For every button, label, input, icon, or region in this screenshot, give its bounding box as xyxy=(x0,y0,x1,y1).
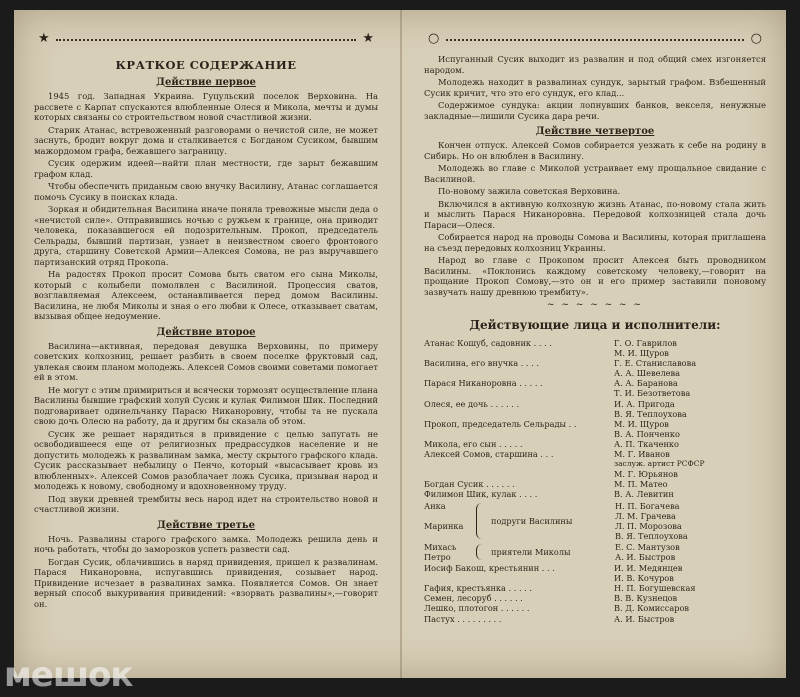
cast-row xyxy=(424,583,766,593)
actor: Г. О. Гаврилов М. И. Щуров xyxy=(614,338,677,359)
role: Богдан Сусик . . . . . . xyxy=(424,479,515,490)
star-icon: ★ xyxy=(362,31,374,46)
paragraph: Чтобы обеспечить приданым свою внучку Василину, Атанас соглашается помочь Сусику в поисках клада. xyxy=(34,181,378,202)
cast-row xyxy=(424,358,766,378)
actor: Г. Е. Станиславова А. А. Шевелева xyxy=(614,358,697,379)
role: Лешко, плотогон . . . . . . xyxy=(424,603,530,614)
cast-group-friends xyxy=(424,501,766,541)
act-heading: Действие третье xyxy=(156,519,256,531)
group-names: Анка Маринка xyxy=(424,500,464,531)
right-page xyxy=(402,10,786,678)
actor: И. И. Медянцев И. В. Кочуров xyxy=(614,563,683,584)
actor: М. И. Щуров В. А. Понченко xyxy=(614,418,680,439)
paragraph: Старик Атанас, встревоженный разговорами о нечистой силе, не может заснуть, бродит вокруг дома и сталкивается с Богданом Сусиком, бывшим мажордомом графа, бежавшего заграницу. xyxy=(34,124,378,156)
paragraph: Василина—активная, передовая девушка Верховины, по примеру советских колхозниц, решает разбить в своем поселке фруктовый сад, увлекая своим планом молодежь. Алексей Сомов своими советами помогает ей в этом. xyxy=(34,340,378,382)
cast-row xyxy=(424,439,766,449)
group-relation: приятели Миколы xyxy=(491,546,571,557)
actor: В. Д. Комиссаров xyxy=(614,603,690,614)
actor: В. А. Левитин xyxy=(614,489,674,500)
paragraph: Молодежь находит в развалинах сундук, зарытый графом. Взбешенный Сусик кричит, что это его сундук, его клад... xyxy=(424,77,766,98)
left-page xyxy=(14,10,400,678)
actor: В. В. Кузнецов xyxy=(614,593,678,604)
ornament-border xyxy=(34,31,378,46)
paragraph: Под звуки древней трембиты весь народ идет на строительство новой и счастливой жизни. xyxy=(34,493,378,514)
brace-icon xyxy=(476,544,487,560)
act-heading: Действие первое xyxy=(156,77,256,88)
watermark-logo: мешок xyxy=(4,655,133,695)
actor: А. А. Баранова Т. И. Безответова xyxy=(614,378,691,399)
cast-row xyxy=(424,603,766,613)
paragraph: Не могут с этим примириться и всячески тормозят осуществление плана Василины бывшие графский холуй Сусик и кулак Филимон Шик. Последний подговаривает одинельчанку Парасю Никаноровну, чтобы та не пускала свою дочь Олесю на работу, да и другим бы сказала об этом. xyxy=(34,384,378,426)
role: Прокоп, председатель Сельрады . . xyxy=(424,418,577,429)
cast-row xyxy=(424,469,766,479)
actor: М. П. Матео xyxy=(614,479,668,490)
role: Василина, его внучка . . . . xyxy=(424,358,539,369)
paragraph: Ночь. Развалины старого графского замка. Молодежь решила день и ночь работать, чтобы до заморозков успеть развести сад. xyxy=(34,533,378,554)
role: Иосиф Бакош, крестьянин . . . xyxy=(424,563,555,574)
role: Гафия, крестьянка . . . . . xyxy=(424,583,532,594)
cast-row xyxy=(424,449,766,459)
ornament-border xyxy=(424,31,766,46)
actor: А. П. Ткаченко xyxy=(614,438,679,449)
role: Пастух . . . . . . . . . xyxy=(424,613,502,624)
paragraph: Сусик одержим идеей—найти план местности, где зарыт бежавшим графом клад. xyxy=(34,158,378,179)
cast-row xyxy=(424,338,766,358)
paragraph: Сусик же решает нарядиться в привидение с целью запугать не освободившееся еще от религиозных предрассудков население и не допустить молодежь к развалинам замка, месту скрытого графского клада. Сусик рассказывает небылицу о Пенчо, который «высасывает кровь из влюбленных». Алексей Сомов разоблачает ложь Сусика, призывая народ и молодежь к новому, свободному и вдохновенному труду. xyxy=(34,428,378,491)
group-names: Михась Петро xyxy=(424,541,457,562)
role: Парася Никаноровна . . . . . xyxy=(424,378,543,389)
group-relation: подруги Василины xyxy=(491,515,573,526)
role: Олеся, ее дочь . . . . . . xyxy=(424,398,520,409)
cast-row xyxy=(424,563,766,583)
role xyxy=(424,469,614,479)
circle-icon: ○ xyxy=(428,31,440,46)
paragraph: На радостях Прокоп просит Сомова быть сватом его сына Миколы, который с колыбели помолвлен с Василиной. Процессия сватов, возглавляемая Алексеем, останавливается перед домом Василины. Василина, не любя Миколы и зная о его любви к Олесе, отказывает сватам, вызывая общее недоумение. xyxy=(34,269,378,321)
cast-row xyxy=(424,378,766,398)
role: Семен, лесоруб . . . . . . xyxy=(424,593,523,604)
cast-row xyxy=(424,479,766,489)
paragraph: Собирается народ на проводы Сомова и Василины, которая приглашена на съезд передовых колхозниц Украины. xyxy=(424,232,766,253)
group-actors: Н. П. Богачева Л. М. Грачева Л. П. Морозова В. Я. Теплоухова xyxy=(615,500,688,541)
cast-row xyxy=(424,614,766,624)
actor: М. Г. Юрьянов xyxy=(614,469,678,480)
separator: ~ ~ ~ ~ ~ ~ ~ xyxy=(547,300,643,310)
cast-row xyxy=(424,593,766,603)
paragraph: Включился в активную колхозную жизнь Атанас, по-новому стала жить и мыслить Парася Никаноровна. Передовой колхозницей стала дочь Параси—Олеся. xyxy=(424,198,766,230)
cast-row xyxy=(424,399,766,419)
paragraph: По-новому зажила советская Верховина. xyxy=(438,186,621,196)
paragraph: Кончен отпуск. Алексей Сомов собирается уезжать к себе на родину в Сибирь. Но он влюблен в Василину. xyxy=(424,140,766,161)
cast-title: Действующие лица и исполнители: xyxy=(469,318,721,332)
paragraph: Богдан Сусик, облачившись в наряд привидения, пришел к развалинам. Парася Никаноровна, испугавшись привидения, созывает народ. Привидение исчезает в развалинах замка. Появляется Сомов. Он знает верный способ выкуривания привидений: «взорвать развалины»,—говорит он. xyxy=(34,556,378,609)
paragraph: Содержимое сундука: акции лопнувших банков, векселя, ненужные закладные—лишили Сусика дара речи. xyxy=(424,100,766,121)
star-icon: ★ xyxy=(38,31,50,46)
program-sheet xyxy=(14,10,786,678)
role: Микола, его сын . . . . . xyxy=(424,438,523,449)
paragraph: Народ во главе с Прокопом просит Алексея быть проводником Василины. «Поклонись каждому советскому человеку,—говорит на прощание Прокоп Сомову,—это он и его пример заставили поновому зазвучать нашу древнюю трембиту». xyxy=(424,255,766,297)
circle-icon: ○ xyxy=(750,31,762,46)
actor: М. Г. Иванов xyxy=(614,449,670,460)
paragraph: Молодежь во главе с Миколой устраивает ему прощальное свидание с Василиной. xyxy=(424,163,766,184)
act-heading: Действие четвертое xyxy=(535,126,655,137)
paragraph: Испуганный Сусик выходит из развалин и под общий смех изгоняется народом. xyxy=(424,54,766,75)
paragraph: Зоркая и обидительная Василина иначе поняла тревожные мысли деда о «нечистой силе». Отправившись ночью с ружьем к границе, она приводит человека, показавшегося ей подозрительным. Прокоп, председатель Сельрады, бывший партизан, узнает в неизвестном своего фронтового друга, старшину Советской Армии—Алексея Сомова, не раз выручавшего партизанский отряд Прокопа. xyxy=(34,204,378,267)
paragraph: 1945 год. Западная Украина. Гуцульский поселок Верховина. На рассвете с Карпат спускаются влюбленные Олеся и Микола, мечты и думы которых связаны со строительством новой счастливой жизни. xyxy=(34,91,378,122)
summary-title: КРАТКОЕ СОДЕРЖАНИЕ xyxy=(115,58,297,72)
actor: Н. П. Богушевская xyxy=(614,583,696,594)
cast-row xyxy=(424,419,766,439)
cast-row xyxy=(424,489,766,499)
brace-icon xyxy=(476,503,487,539)
actor: И. А. Пригода В. Я. Теплоухова xyxy=(614,398,687,419)
cast-list xyxy=(424,338,766,624)
actor-title-note: заслуж. артист РСФСР xyxy=(614,459,705,469)
role: Алексей Сомов, старшина . . . xyxy=(424,449,554,460)
group-actors: Е. С. Мантузов А. И. Быстров xyxy=(615,541,680,562)
cast-group-pals xyxy=(424,542,766,562)
actor: А. И. Быстров xyxy=(614,613,675,624)
role: Филимон Шик, кулак . . . . xyxy=(424,489,538,500)
act-heading: Действие второе xyxy=(156,326,256,338)
role: Атанас Кошуб, садовник . . . . xyxy=(424,338,552,348)
